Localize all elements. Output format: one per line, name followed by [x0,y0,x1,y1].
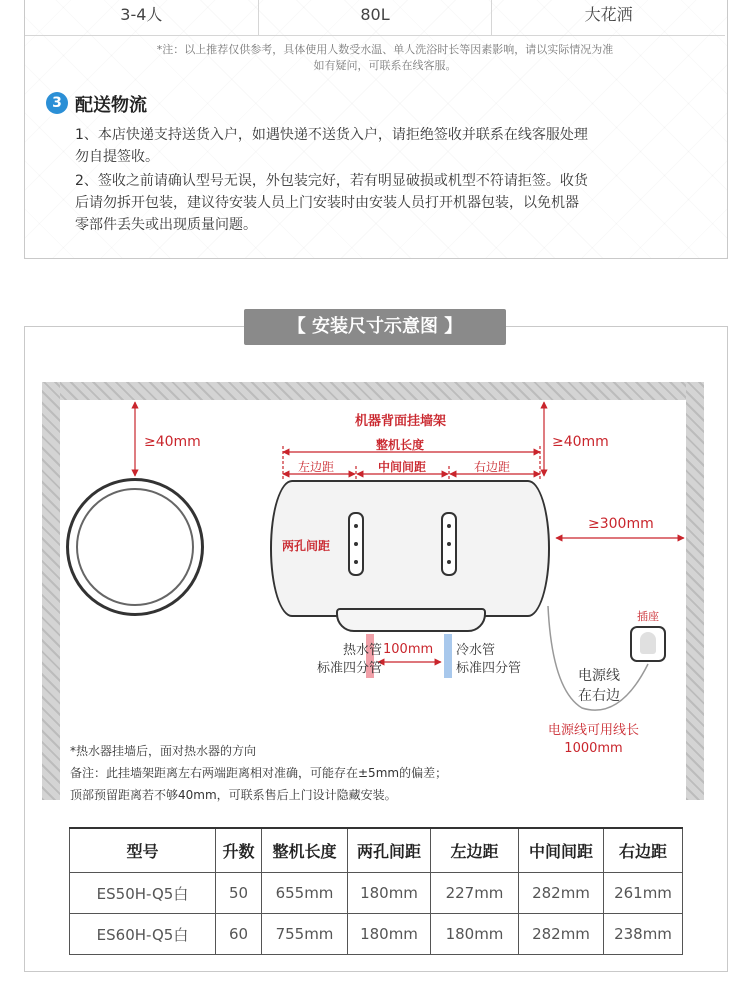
label-line: 标准四分管 [456,661,522,676]
top-clearance-right-label: ≥40mm [552,434,609,450]
bracket-hole [447,560,451,564]
power-cord-length-label [548,722,639,758]
hot-pipe-label [317,642,382,678]
table-row [70,873,683,914]
column-header-middle-distance: 中间间距 [519,828,604,873]
column-header-model: 型号 [70,828,216,873]
diagram-note-clearance: 顶部预留距离若不够40mm，可联系售后上门设计隐藏安装。 [70,788,397,802]
bracket-title-label: 机器背面挂墙架 [355,414,447,429]
column-header-length: 整机长度 [262,828,348,873]
bracket-hole [447,524,451,528]
table-row [70,914,683,955]
label-line: 电源线 [578,668,620,684]
top-clearance-left-label: ≥40mm [144,434,201,450]
body-length-label: 整机长度 [376,438,425,452]
table-cell-capacity: 80L [259,0,493,36]
diagram-note-direction: *热水器挂墙后，面对热水器的方向 [70,744,257,758]
paragraph-line: 后请勿拆开包装，建议待安装人员上门安装时由安装人员打开机器包装，以免机器 [75,195,579,211]
spec-table [69,827,683,955]
bracket-hole [354,542,358,546]
table-cell: 261mm [604,873,683,914]
cold-water-pipe [444,634,452,678]
wall-bracket-right [441,512,457,576]
table-cell: ES50H-Q5白 [70,873,216,914]
paragraph-line: 1、本店快递支持送货入户，如遇快递不送货入户，请拒绝签收并联系在线客服处理 [75,127,588,143]
middle-distance-label: 中间间距 [378,460,427,474]
side-clearance-label: ≥300mm [588,516,654,532]
column-header-right-distance: 右边距 [604,828,683,873]
table-cell-shower: 大花洒 [492,0,725,36]
bracket-hole [447,542,451,546]
table-cell-people: 3-4人 [25,0,259,36]
paragraph-line: 零部件丢失或出现质量问题。 [75,217,257,233]
label-line: 在右边 [578,688,620,704]
table-cell: 180mm [431,914,519,955]
label-line: 电源线可用线长 [548,723,640,738]
bracket-hole [354,560,358,564]
pipe-gap-label: 100mm [383,642,434,657]
label-line: 标准四分管 [317,661,383,676]
label-line: 热水管 [343,643,383,658]
diagram-note-tolerance: 备注：此挂墙架距离左右两端距离相对准确，可能存在±5mm的偏差； [70,766,448,780]
paragraph-line: 勿自提签收。 [75,149,159,165]
column-header-liters: 升数 [216,828,262,873]
table-cell: 282mm [519,873,604,914]
table-cell: 282mm [519,914,604,955]
table-cell: 655mm [262,873,348,914]
table-cell: 180mm [348,873,431,914]
tank-side-view-inner [76,488,194,606]
wall-bracket-left [348,512,364,576]
paragraph-line: 2、签收之前请确认型号无误，外包装完好，若有明显破损或机型不符请拒签。收货 [75,173,588,189]
table-cell: 227mm [431,873,519,914]
table-header-row [70,828,683,873]
heater-bottom-panel [336,608,486,632]
plug-icon [640,632,656,654]
table-cell: 238mm [604,914,683,955]
cold-pipe-label [456,642,521,678]
left-distance-label: 左边距 [298,460,335,474]
column-header-hole-distance: 两孔间距 [348,828,431,873]
section-header-title: 【 安装尺寸示意图 】 [287,316,463,337]
label-line: 冷水管 [456,643,496,658]
note-line: 如有疑问，可联系在线客服。 [313,59,457,72]
section-title-delivery: 配送物流 [75,95,147,116]
column-header-left-distance: 左边距 [431,828,519,873]
table-cell: 180mm [348,914,431,955]
socket-label: 插座 [637,610,659,623]
table-cell: 755mm [262,914,348,955]
note-line: *注：以上推荐仅供参考，具体使用人数受水温、单人洗浴时长等因素影响，请以实际情况为准 [156,43,614,56]
table-cell: 60 [216,914,262,955]
table-cell: 50 [216,873,262,914]
label-line: 1000mm [564,741,623,756]
power-cord-label [578,666,620,706]
bracket-hole [354,524,358,528]
right-distance-label: 右边距 [474,460,511,474]
step-number-badge: 3 [46,92,68,114]
hole-distance-label: 两孔间距 [282,539,331,553]
table-cell: ES60H-Q5白 [70,914,216,955]
